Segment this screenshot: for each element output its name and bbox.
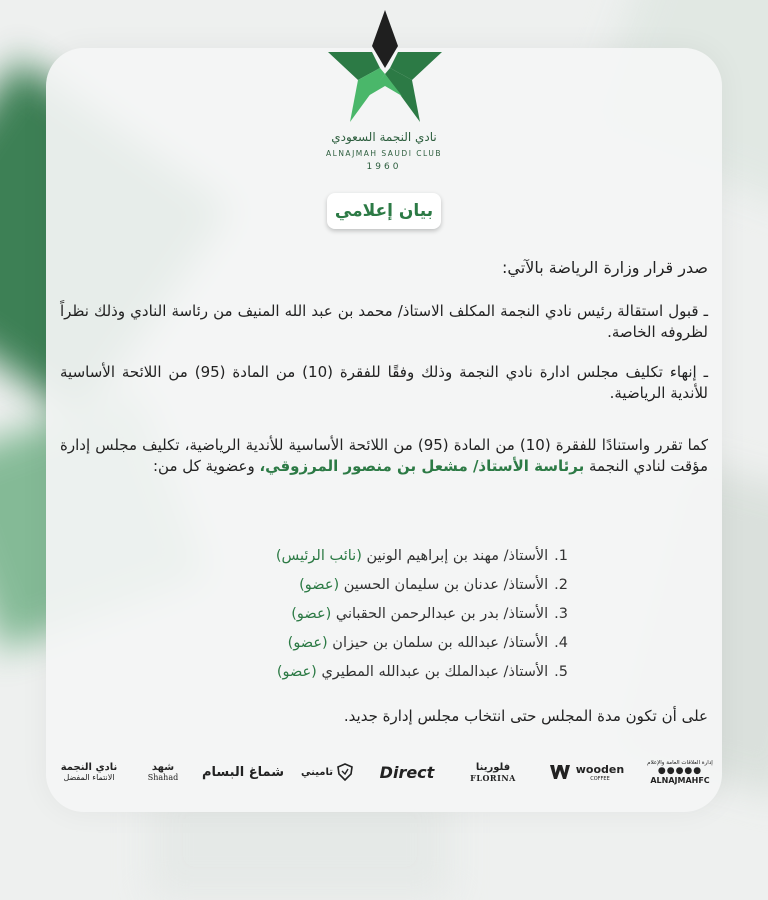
list-item	[168, 542, 568, 571]
member-number: 5.	[554, 664, 568, 680]
member-number: 3.	[554, 606, 568, 622]
list-item	[168, 600, 568, 629]
member-number: 2.	[554, 577, 568, 593]
member-name: الأستاذ/ عدنان بن سليمان الحسين	[343, 577, 549, 593]
interim-board-paragraph	[60, 435, 708, 477]
club-star-logo-icon	[328, 6, 442, 124]
paragraph-text: كما تقرر واستنادًا للفقرة (10) من المادة (95) من اللائحة الأساسية للأندية الرياضية، تكليف مجلس إدارة مؤقت لنادي النجمة	[60, 436, 708, 475]
member-role: (عضو)	[299, 577, 340, 593]
member-name: الأستاذ/ عبدالله بن سلمان بن حيزان	[332, 635, 549, 651]
member-role: (عضو)	[287, 635, 328, 651]
member-name: الأستاذ/ عبدالملك بن عبدالله المطيري	[321, 664, 549, 680]
member-number: 1.	[554, 548, 568, 564]
sponsor-media-department: إدارة العلاقات العامة والإعلام ●●●●● ALNAJMAHFC	[647, 759, 713, 785]
member-name: الأستاذ/ مهند بن إبراهيم الونين	[366, 548, 549, 564]
sponsor-albassam-logo: شماغ البسام	[201, 764, 285, 780]
shield-icon	[337, 763, 353, 781]
chairman-highlight: برئاسة الأستاذ/ مشعل بن منصور المرزوقي،	[259, 457, 585, 475]
sponsor-shahad-logo: شهد Shahad	[147, 762, 179, 782]
sponsor-florina-logo: فلورينا FLORINA	[470, 761, 516, 783]
sponsor-tamini-logo: تاميني	[296, 752, 358, 792]
intro-text: صدر قرار وزارة الرياضة بالآتي:	[502, 258, 708, 277]
club-founding-year: 1960	[366, 162, 402, 172]
list-item	[168, 629, 568, 658]
social-icons: ●●●●●	[657, 765, 703, 776]
member-role: (نائب الرئيس)	[275, 548, 362, 564]
sponsor-wooden-coffee-logo: wooden COFFEE	[542, 752, 632, 792]
member-number: 4.	[554, 635, 568, 651]
list-item	[168, 658, 568, 687]
member-role: (عضو)	[291, 606, 332, 622]
sponsor-alnajmah-slogan: نادي النجمة الانتماء المفضل	[60, 762, 118, 782]
decision-point-2: ـ إنهاء تكليف مجلس ادارة نادي النجمة وذلك وفقًا للفقرة (10) من المادة (95) من اللائحة الأساسية للأندية الرياضية.	[60, 363, 708, 402]
list-item	[168, 571, 568, 600]
closing-text: على أن تكون مدة المجلس حتى انتخاب مجلس إدارة جديد.	[343, 707, 708, 725]
member-role: (عضو)	[276, 664, 317, 680]
club-name-english: ALNAJMAH SAUDI CLUB	[326, 149, 442, 158]
wooden-w-icon	[550, 765, 570, 779]
paragraph-text: وعضوية كل من:	[153, 457, 260, 475]
member-name: الأستاذ/ بدر بن عبدالرحمن الحقباني	[335, 606, 549, 622]
board-members-list	[168, 542, 568, 687]
sponsors-strip	[58, 752, 718, 792]
decision-point-1: ـ قبول استقالة رئيس نادي النجمة المكلف الاستاذ/ محمد بن عبد الله المنيف من رئاسة النادي وذلك نظراً لظروفه الخاصة.	[60, 302, 708, 341]
sponsor-direct-logo: Direct	[379, 762, 435, 782]
club-name-arabic: نادي النجمة السعودي	[331, 130, 437, 144]
media-statement-badge: بيان إعلامي	[327, 193, 441, 229]
